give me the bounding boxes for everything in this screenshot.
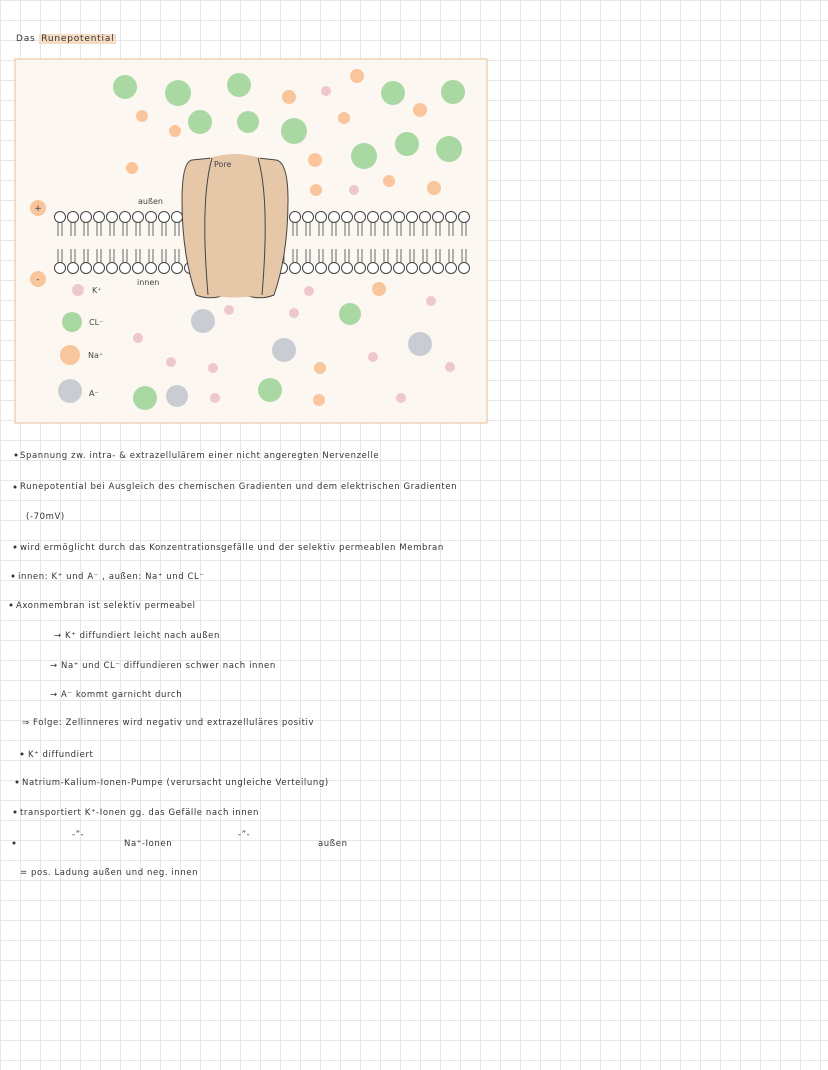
phospholipid-head [303, 263, 314, 274]
phospholipid-head [172, 263, 183, 274]
ion-particle [126, 162, 138, 174]
note-k-diffuses-2: K⁺ diffundiert [28, 750, 94, 760]
phospholipid-head [146, 263, 157, 274]
note-outside: außen [318, 839, 348, 849]
legend-na-label: Na⁺ [88, 351, 104, 360]
phospholipid-head [342, 212, 353, 223]
ion-particle [310, 184, 322, 196]
note-voltage: Spannung zw. intra- & extrazellulärem einer nicht angeregten Nervenzelle [20, 451, 380, 461]
ion-particle [272, 338, 296, 362]
note-ditto-1: -”- [72, 830, 85, 840]
phospholipid-head [459, 263, 470, 274]
phospholipid-head [329, 263, 340, 274]
phospholipid-head [159, 212, 170, 223]
bullet [16, 781, 19, 784]
ion-particle [441, 80, 465, 104]
pore-label: Pore [214, 160, 232, 169]
legend-na-swatch [60, 345, 80, 365]
ion-particle [381, 81, 405, 105]
note-k-diffuses: → K⁺ diffundiert leicht nach außen [54, 631, 220, 641]
phospholipid-head [68, 263, 79, 274]
bullet [10, 604, 13, 607]
note-pump: Natrium-Kalium-Ionen-Pumpe (verursacht ungleiche Verteilung) [22, 778, 329, 788]
ion-particle [227, 73, 251, 97]
ion-particle [313, 394, 325, 406]
bullet [21, 753, 24, 756]
phospholipid-head [355, 263, 366, 274]
resting-potential-diagram [0, 0, 828, 440]
phospholipid-head [81, 263, 92, 274]
legend-a-swatch [58, 379, 82, 403]
note-na-cl-diffuse: → Na⁺ und CL⁻ diffundieren schwer nach innen [50, 661, 276, 671]
ion-particle [166, 385, 188, 407]
note-na-ions: Na⁺-Ionen [124, 839, 173, 849]
ion-particle [351, 143, 377, 169]
phospholipid-head [81, 212, 92, 223]
bullet [13, 842, 16, 845]
phospholipid-head [368, 212, 379, 223]
ion-particle [188, 110, 212, 134]
bullet [14, 811, 17, 814]
ion-particle [165, 80, 191, 106]
phospholipid-head [381, 263, 392, 274]
ion-particle [339, 303, 361, 325]
ion-particle [321, 86, 331, 96]
ion-particle [224, 305, 234, 315]
ion-particle [136, 110, 148, 122]
bullet [14, 546, 17, 549]
minus-sign: - [36, 275, 40, 285]
legend-cl-label: CL⁻ [89, 318, 104, 327]
phospholipid-head [133, 212, 144, 223]
ion-particle [368, 352, 378, 362]
phospholipid-head [368, 263, 379, 274]
ion-particle [349, 185, 359, 195]
ion-particle [237, 111, 259, 133]
ion-particle [133, 386, 157, 410]
title-highlight: Runepotential [41, 34, 115, 44]
ion-particle [426, 296, 436, 306]
ion-particle [308, 153, 322, 167]
phospholipid-head [329, 212, 340, 223]
phospholipid-head [290, 263, 301, 274]
ion-particle [166, 357, 176, 367]
ion-particle [395, 132, 419, 156]
ion-particle [282, 90, 296, 104]
outside-label: außen [138, 197, 164, 206]
phospholipid-head [107, 263, 118, 274]
ion-particle [408, 332, 432, 356]
note-charge-result: = pos. Ladung außen und neg. innen [20, 868, 199, 878]
phospholipid-head [381, 212, 392, 223]
note-enabled-by: wird ermöglicht durch das Konzentrationsgefälle und der selektiv permeablen Membran [20, 543, 444, 553]
phospholipid-head [172, 212, 183, 223]
legend-cl-swatch [62, 312, 82, 332]
legend-a-label: A⁻ [89, 389, 99, 398]
ion-particle [314, 362, 326, 374]
note-ditto-2: -”- [238, 830, 251, 840]
ion-particle [427, 181, 441, 195]
phospholipid-head [133, 263, 144, 274]
note-distribution: innen: K⁺ und A⁻ , außen: Na⁺ und CL⁻ [18, 572, 205, 582]
ion-particle [281, 118, 307, 144]
phospholipid-head [316, 212, 327, 223]
phospholipid-head [55, 212, 66, 223]
ion-particle [208, 363, 218, 373]
inside-label: innen [137, 278, 160, 287]
phospholipid-head [159, 263, 170, 274]
phospholipid-head [94, 212, 105, 223]
ion-particle [436, 136, 462, 162]
ion-particle [350, 69, 364, 83]
note-transports-k: transportiert K⁺-Ionen gg. das Gefälle nach innen [20, 808, 260, 818]
phospholipid-head [107, 212, 118, 223]
phospholipid-head [146, 212, 157, 223]
bullet [12, 575, 15, 578]
phospholipid-head [316, 263, 327, 274]
phospholipid-head [355, 212, 366, 223]
ion-particle [445, 362, 455, 372]
note-a-blocked: → A⁻ kommt garnicht durch [50, 690, 183, 700]
pore-protein [182, 154, 288, 298]
title-prefix: Das [16, 34, 36, 44]
phospholipid-head [420, 263, 431, 274]
note-axon-membrane: Axonmembran ist selektiv permeabel [16, 601, 196, 611]
ion-particle [191, 309, 215, 333]
ion-particle [169, 125, 181, 137]
phospholipid-head [120, 263, 131, 274]
phospholipid-head [433, 263, 444, 274]
ion-particle [258, 378, 282, 402]
ion-particle [304, 286, 314, 296]
ion-particle [372, 282, 386, 296]
ion-particle [289, 308, 299, 318]
phospholipid-head [433, 212, 444, 223]
legend-k-swatch [72, 284, 84, 296]
note-consequence: ⇒ Folge: Zellinneres wird negativ und extrazelluläres positiv [22, 718, 315, 728]
phospholipid-head [394, 212, 405, 223]
phospholipid-head [290, 212, 301, 223]
ion-particle [210, 393, 220, 403]
ion-particle [383, 175, 395, 187]
bullet [15, 454, 18, 457]
phospholipid-head [407, 263, 418, 274]
phospholipid-head [459, 212, 470, 223]
bullet [14, 486, 17, 489]
ion-particle [113, 75, 137, 99]
phospholipid-head [407, 212, 418, 223]
ion-particle [133, 333, 143, 343]
ion-particle [338, 112, 350, 124]
ion-particle [413, 103, 427, 117]
phospholipid-head [303, 212, 314, 223]
note-resting-potential: Runepotential bei Ausgleich des chemischen Gradienten und dem elektrischen Gradienten [20, 482, 458, 492]
phospholipid-head [68, 212, 79, 223]
phospholipid-head [120, 212, 131, 223]
phospholipid-head [446, 212, 457, 223]
phospholipid-head [94, 263, 105, 274]
phospholipid-head [446, 263, 457, 274]
phospholipid-head [55, 263, 66, 274]
legend-k-label: K⁺ [92, 286, 102, 295]
ion-particle [396, 393, 406, 403]
phospholipid-head [420, 212, 431, 223]
plus-sign: + [34, 204, 42, 214]
note-value: (-70mV) [26, 512, 65, 522]
phospholipid-head [342, 263, 353, 274]
phospholipid-head [394, 263, 405, 274]
